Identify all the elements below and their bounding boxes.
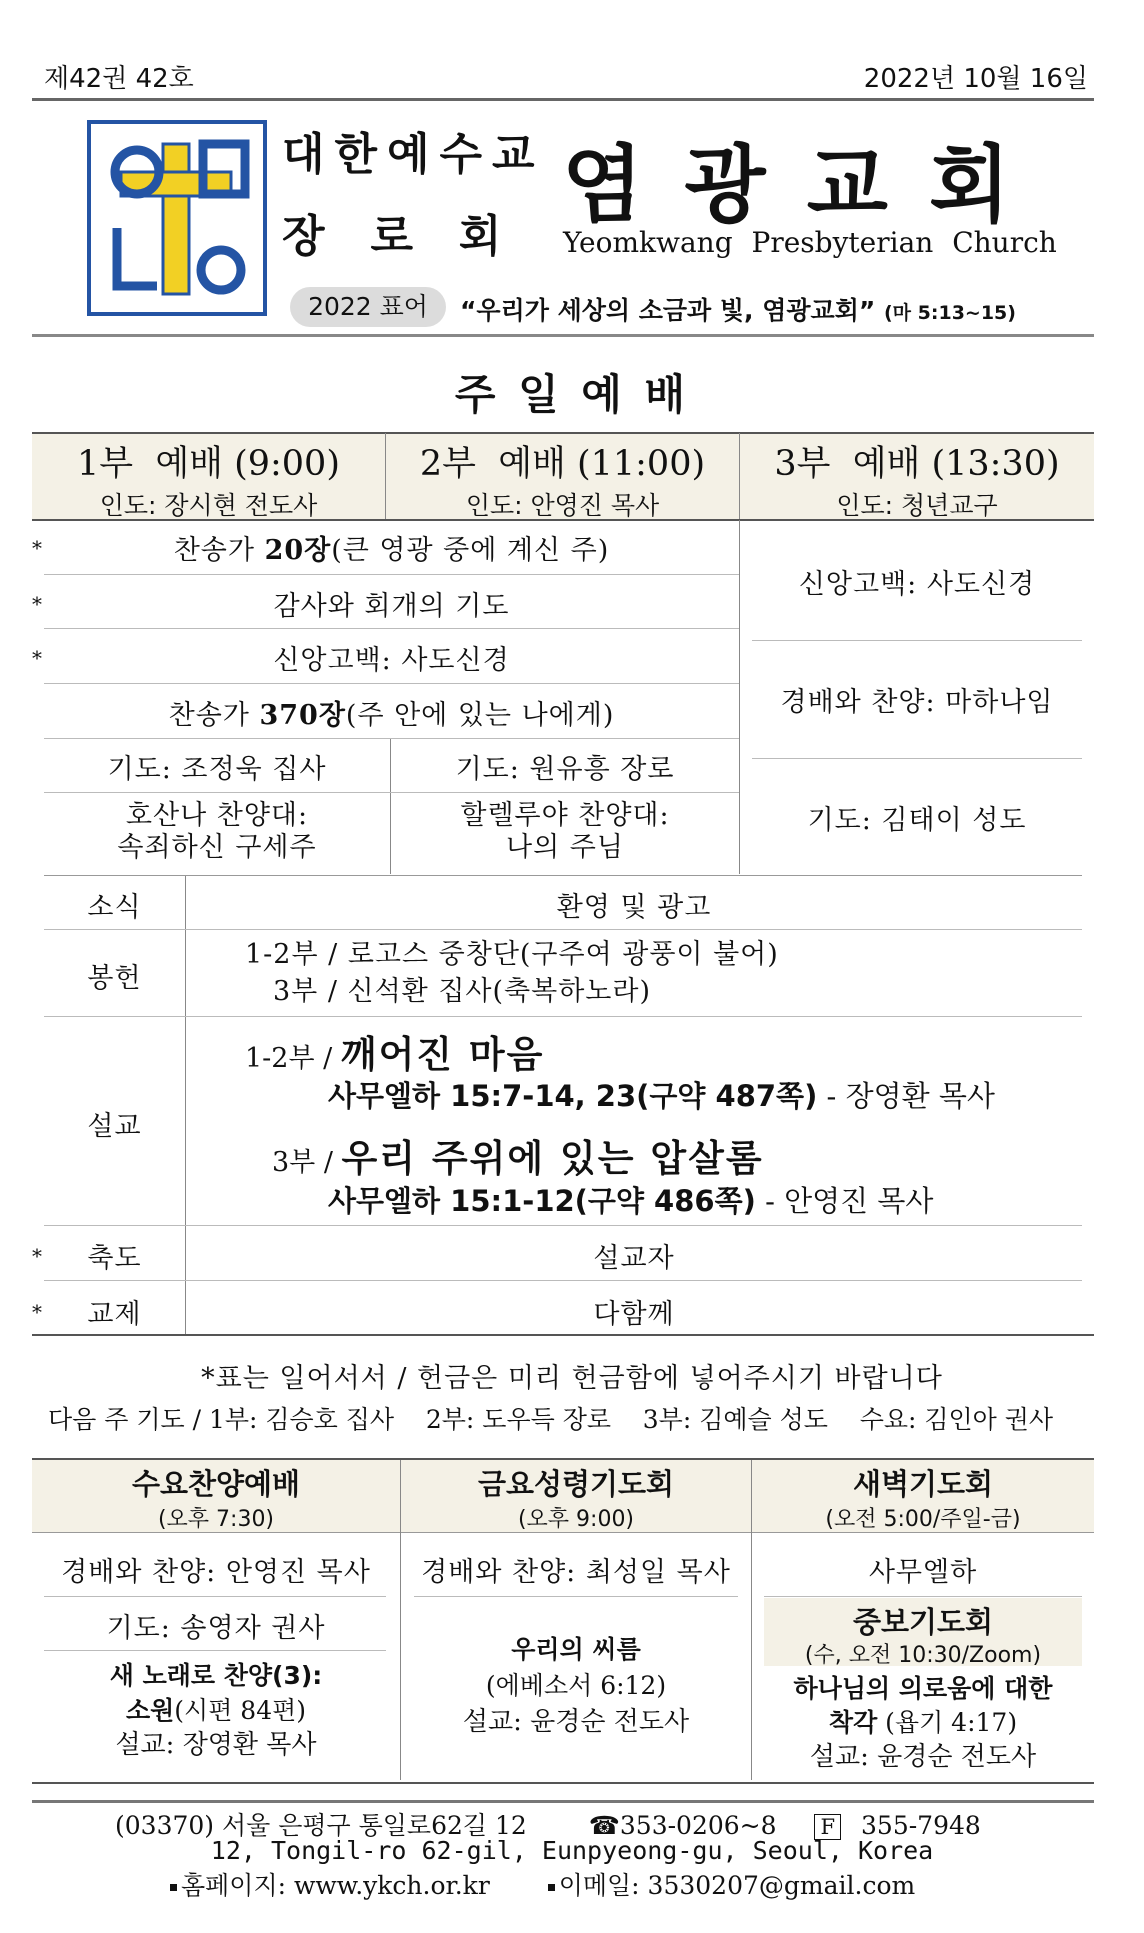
fax: 355-7948	[861, 1811, 981, 1840]
friday-sermon-ref: (에베소서 6:12)	[485, 1671, 667, 1700]
hymn-second-pre: 찬송가	[168, 700, 260, 731]
friday-time: (오후 9:00)	[517, 1507, 635, 1532]
stand-mark-hymn: *	[32, 536, 42, 560]
hymn-second-title: (주 안에 있는 나에게)	[345, 700, 615, 731]
choir-hallelujah-song: 나의 주님	[506, 832, 624, 863]
friday-sermon-title: 우리의 씨름	[511, 1635, 641, 1664]
row-rule	[44, 1225, 1082, 1226]
row-rule	[44, 929, 1082, 930]
prayer-service-1: 기도: 조정욱 집사	[107, 754, 327, 785]
hymn-second	[44, 693, 739, 732]
address-english: 12, Tongil-ro 62-gil, Eunpyeong-gu, Seoul, Korea	[210, 1836, 934, 1865]
church-name: 염 광 교 회	[562, 136, 1017, 234]
dawn-time: (오전 5:00/주일-금)	[825, 1507, 1021, 1532]
benediction-label: 축도	[87, 1243, 142, 1274]
thanks-prayer: 감사와 회개의 기도	[273, 591, 510, 622]
dawn-title: 새벽기도회	[852, 1467, 994, 1501]
offering-line-2: 3부 / 신석환 집사(축복하노라)	[273, 976, 651, 1007]
row-rule	[44, 738, 739, 739]
next-week-prayer: 다음 주 기도 / 1부: 김승호 집사 2부: 도우득 장로 3부: 김예슬 성도 수요: 김인아 권사	[48, 1405, 1054, 1434]
row-rule	[44, 875, 1082, 876]
bullet-icon	[170, 1884, 177, 1891]
offering-label: 봉헌	[87, 963, 142, 994]
stand-mark-creed: *	[32, 646, 42, 670]
phone: ☎353-0206~8	[588, 1811, 777, 1840]
row-rule	[44, 1280, 1082, 1281]
creed: 신앙고백: 사도신경	[273, 645, 510, 676]
choir-hallelujah	[391, 800, 739, 864]
sermon-1	[245, 1024, 544, 1078]
sermon-2-scripture: 사무엘하 15:1-12(구약 486쪽)	[328, 1184, 756, 1218]
row-rule	[44, 1596, 386, 1597]
issue-date: 2022년 10월 16일	[863, 64, 1088, 94]
friday-sermon	[401, 1632, 751, 1740]
wednesday-preacher: 설교: 장영환 목사	[115, 1730, 317, 1760]
sermon-2-prefix: 3부 /	[272, 1147, 342, 1178]
intercession-title: 중보기도회	[852, 1605, 994, 1639]
row-rule	[44, 628, 739, 629]
logo-emblem-icon	[91, 124, 263, 312]
offering-line-1: 1-2부 / 로고스 중창단(구주여 광풍이 불어)	[245, 939, 779, 970]
service-2-leader: 인도: 안영진 목사	[465, 491, 660, 520]
fellowship-label: 교제	[87, 1299, 142, 1330]
church-logo	[87, 120, 267, 316]
choir-hallelujah-name: 할렐루야 찬양대:	[460, 800, 670, 831]
weekday-bottom-rule	[32, 1782, 1094, 1784]
wednesday-sermon-ref: (시편 84편)	[174, 1696, 307, 1725]
footer-contact-line	[170, 1866, 915, 1902]
news-label: 소식	[87, 892, 142, 923]
motto-badge: 2022 표어	[290, 287, 446, 327]
news: 환영 및 광고	[556, 892, 712, 923]
service-3-prayer: 기도: 김태이 성도	[807, 805, 1027, 836]
sermon-2-preacher: - 안영진 목사	[755, 1184, 934, 1218]
choir-hosanna-song: 속죄하신 구세주	[117, 832, 317, 863]
stand-mark-prayer: *	[32, 592, 42, 616]
service-3-praise: 경배와 찬양: 마하나임	[780, 687, 1054, 718]
wednesday-sermon-subtitle	[32, 1693, 400, 1728]
hymn-opening-number: 20장	[264, 535, 332, 566]
stand-mark-fellowship: *	[32, 1300, 42, 1324]
hymn-opening-pre: 찬송가	[173, 535, 265, 566]
denomination-line2: 장 로 회	[282, 211, 502, 262]
motto-text: “우리가 세상의 소금과 빛, 염광교회”	[460, 296, 876, 325]
friday-title: 금요성령기도회	[477, 1467, 675, 1501]
choir-hosanna	[44, 800, 390, 864]
address: (03370) 서울 은평구 통일로62길 12	[115, 1811, 527, 1840]
volume-number: 제42권 42호	[44, 64, 194, 94]
homepage[interactable]: 홈페이지: www.ykch.or.kr	[181, 1871, 490, 1900]
friday-preacher: 설교: 윤경순 전도사	[462, 1707, 690, 1737]
row-rule	[752, 758, 1082, 759]
row-rule	[44, 792, 739, 793]
worship-title: 주 일 예 배	[454, 370, 690, 419]
wednesday-prayer: 기도: 송영자 권사	[106, 1613, 326, 1644]
standing-note: *표는 일어서서 / 헌금은 미리 헌금함에 넣어주시기 바랍니다	[201, 1363, 943, 1394]
denomination-line1: 대한예수교	[282, 129, 545, 180]
wednesday-sermon	[32, 1658, 400, 1763]
row-rule	[44, 1650, 386, 1651]
fax-icon: F	[814, 1814, 841, 1840]
hymn-opening	[44, 528, 739, 567]
footer-top-rule	[32, 1800, 1094, 1803]
service-3-creed: 신앙고백: 사도신경	[798, 569, 1036, 600]
sermon-2-reference	[328, 1179, 933, 1220]
intercession-time: (수, 오전 10:30/Zoom)	[804, 1643, 1042, 1668]
sermon-1-title: 깨어진 마음	[340, 1033, 545, 1076]
wednesday-title: 수요찬양예배	[131, 1467, 301, 1501]
intercession-sermon-bold: 착각	[828, 1708, 878, 1737]
service-1-leader: 인도: 장시현 전도사	[99, 491, 318, 520]
row-rule	[44, 683, 739, 684]
motto	[460, 291, 1016, 327]
intercession-sermon-ref: (욥기 4:17)	[877, 1708, 1018, 1737]
sermon-2-title: 우리 주위에 있는 압살롬	[341, 1137, 764, 1180]
header-bottom-rule	[32, 334, 1094, 337]
hymn-opening-title: (큰 영광 중에 계신 주)	[331, 535, 610, 566]
sermon-label: 설교	[87, 1111, 142, 1142]
sermon-2	[272, 1128, 764, 1182]
service-3-leader: 인도: 청년교구	[836, 491, 998, 520]
offering-detail	[245, 936, 779, 1010]
row-rule	[44, 574, 739, 575]
sermon-1-preacher: - 장영환 목사	[817, 1079, 995, 1113]
choir-hosanna-name: 호산나 찬양대:	[125, 800, 309, 831]
intercession-sermon-title: 하나님의 의로움에 대한	[793, 1674, 1053, 1703]
church-name-english: Yeomkwang Presbyterian Church	[563, 226, 1057, 259]
motto-reference: (마 5:13~15)	[884, 302, 1016, 324]
intercession-preacher: 설교: 윤경순 전도사	[809, 1742, 1037, 1772]
header-top-rule	[32, 98, 1094, 101]
email[interactable]: 이메일: 3530207@gmail.com	[558, 1871, 916, 1900]
dawn-text: 사무엘하	[868, 1557, 978, 1588]
row-rule	[414, 1596, 738, 1597]
sermon-1-prefix: 1-2부 /	[245, 1043, 341, 1074]
row-rule	[752, 640, 1082, 641]
sermon-1-reference	[328, 1074, 995, 1115]
service-3-name: 3부 예배 (13:30)	[774, 444, 1060, 484]
intercession-sermon	[752, 1672, 1094, 1774]
benediction: 설교자	[593, 1243, 675, 1274]
prayer-service-2: 기도: 원유흥 장로	[455, 754, 675, 785]
sermon-1-scripture: 사무엘하 15:7-14, 23(구약 487쪽)	[328, 1079, 818, 1113]
friday-praise: 경배와 찬양: 최성일 목사	[421, 1557, 731, 1588]
bullet-icon	[548, 1884, 555, 1891]
service-1-name: 1부 예배 (9:00)	[77, 444, 340, 484]
wednesday-sermon-bold: 소원	[125, 1696, 175, 1725]
stand-mark-benediction: *	[32, 1244, 42, 1268]
wednesday-time: (오후 7:30)	[157, 1507, 275, 1532]
row-rule	[44, 1016, 1082, 1017]
wednesday-praise: 경배와 찬양: 안영진 목사	[61, 1557, 371, 1588]
intercession-sermon-subtitle	[752, 1706, 1094, 1740]
hymn-second-number: 370장	[259, 700, 346, 731]
wednesday-sermon-title: 새 노래로 찬양(3):	[109, 1661, 323, 1690]
service-header-top-rule	[32, 432, 1094, 434]
fellowship: 다함께	[593, 1299, 675, 1330]
worship-bottom-rule	[32, 1334, 1094, 1336]
row-rule	[764, 1596, 1082, 1597]
service-2-name: 2부 예배 (11:00)	[419, 444, 706, 484]
